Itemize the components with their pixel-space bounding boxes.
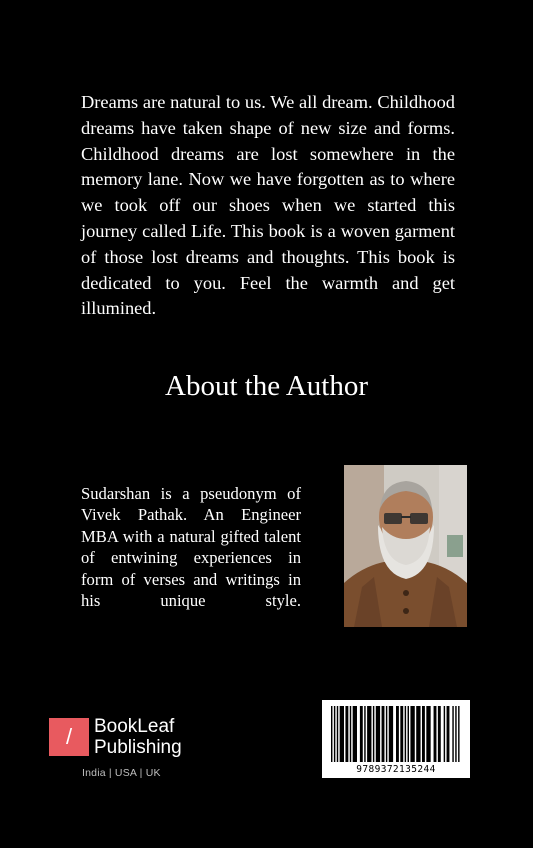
barcode-bars — [331, 706, 461, 762]
barcode-bar — [447, 706, 450, 762]
barcode-bar — [444, 706, 445, 762]
barcode-bar — [410, 706, 414, 762]
barcode-bar — [458, 706, 459, 762]
barcode-bar — [434, 706, 437, 762]
publisher-logo-icon — [49, 718, 89, 756]
author-photo — [344, 465, 467, 627]
back-cover-blurb: Dreams are natural to us. We all dream. Childhood dreams have taken shape of new size and forms. Childhood dreams are lost somewhere in the memory lane. Now we have forgotten as to where we took off our shoes when we started this journey called Life. This book is a woven garment of those lost dreams and thoughts. This book is dedicated to you. Feel the warmth and get illumined. — [81, 92, 455, 319]
barcode-bar — [376, 706, 380, 762]
barcode-bar — [353, 706, 357, 762]
logo-slash: / — [65, 724, 73, 749]
barcode-bar — [408, 706, 409, 762]
isbn-barcode — [322, 700, 470, 778]
publisher-name-line2: Publishing — [94, 737, 182, 758]
barcode-bar — [382, 706, 385, 762]
publisher-name — [94, 716, 182, 758]
barcode-bar — [334, 706, 335, 762]
barcode-bar — [340, 706, 344, 762]
barcode-bar — [452, 706, 453, 762]
barcode-bar — [416, 706, 420, 762]
author-portrait-image — [344, 465, 467, 627]
barcode-bar — [455, 706, 456, 762]
barcode-bar — [405, 706, 406, 762]
barcode-bar — [331, 706, 332, 762]
barcode-bar — [400, 706, 403, 762]
author-bio: Sudarshan is a pseudonym of Vivek Pathak. An Engineer MBA with a natural gifted talent of entwining experiences in form of verses and writings in his unique style. — [81, 484, 301, 611]
barcode-bar — [396, 706, 399, 762]
barcode-bar — [337, 706, 338, 762]
barcode-bar — [367, 706, 371, 762]
barcode-bar — [389, 706, 393, 762]
barcode-bar — [360, 706, 363, 762]
barcode-bar — [373, 706, 374, 762]
barcode-bar — [364, 706, 365, 762]
barcode-bar — [345, 706, 348, 762]
about-author-heading: About the Author — [165, 370, 368, 402]
barcode-bar — [426, 706, 430, 762]
barcode-bar — [350, 706, 351, 762]
barcode-bar — [438, 706, 441, 762]
publisher-name-line1: BookLeaf — [94, 716, 175, 737]
barcode-bar — [386, 706, 387, 762]
isbn-number: 9789372135244 — [356, 764, 436, 775]
barcode-bar — [422, 706, 425, 762]
publisher-regions: India | USA | UK — [82, 767, 161, 779]
